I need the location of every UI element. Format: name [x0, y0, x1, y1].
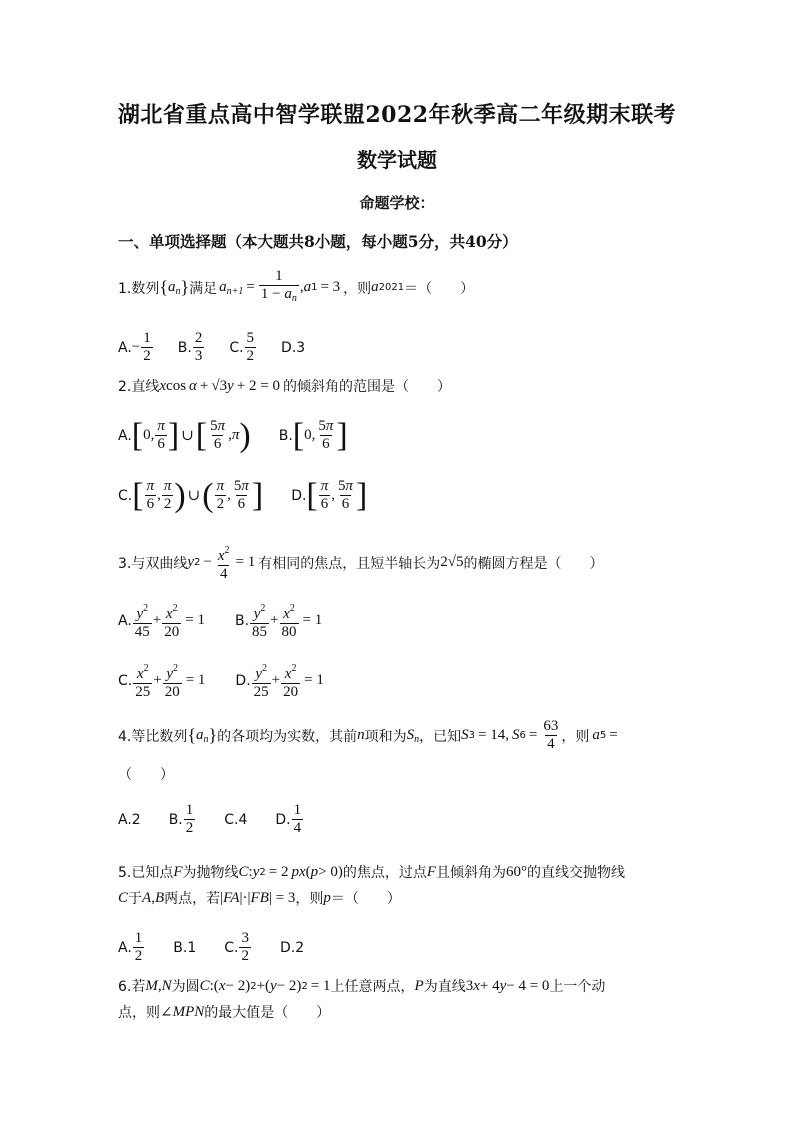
q2-option-a: A.: [118, 427, 132, 444]
q5-mid1: 为抛物线: [182, 865, 239, 881]
q4-option-c: C.4: [224, 811, 248, 828]
q2-option-d: D.: [291, 487, 307, 504]
q6-mid4: 上一个动: [549, 979, 606, 995]
q4-paren: （ ）: [118, 767, 174, 783]
q5-option-d: D.2: [279, 939, 305, 956]
q2-options-row1: A. [ 0, $\frac{\pi}{6}$ ] ∪ [ $\frac{5\pi}{6}$ ,π ) B. [ 0, $\frac{5\pi}{6}$ ]: [118, 416, 348, 454]
q5-mid3: 且倾斜角为: [436, 865, 507, 881]
q6-prefix: 6.若: [118, 979, 146, 995]
q2-end: 的倾斜角的范围是（ ）: [282, 379, 451, 395]
q1-option-b: B.: [177, 339, 192, 356]
q5-line2b: 两点，若: [164, 891, 221, 907]
q5-line2d: ＝（ ）: [330, 891, 401, 907]
q6-line2a: 点，则: [118, 1005, 160, 1021]
q4-mid2: 项和为: [364, 728, 407, 745]
q5-prefix: 5.已知点: [118, 865, 174, 881]
q3-options-row2: C. $\frac{x^2}{25}$ + $\frac{y^2}{20}$ = 1 D. $\frac{y^2}{25}$ + $\frac{x^2}{20}$ = 1: [118, 663, 324, 700]
q5-options: A. $\frac{1}{2}$ B.1 C. $\frac{3}{2}$ D.2: [118, 930, 305, 964]
q5-line2a: 于: [128, 891, 143, 907]
q3-option-c: C.: [118, 672, 133, 689]
q4-end: ，则: [561, 728, 590, 745]
question-3: 3.与双曲线 y 2 − $\frac{x^2}{4}$ = 1 有相同的焦点，且短半轴长为 2√5 的椭圆方程是（ ）: [118, 545, 604, 582]
q5-option-a: A.: [118, 939, 132, 956]
section-heading: 一、单项选择题（本大题共8小题，每小题5分，共40分）: [118, 232, 518, 251]
q1-tail: ，则: [343, 280, 372, 297]
q5-line2: C 于 A , B 两点，若 | FA |·| FB | = 3 ，则 p ＝（ ）: [118, 889, 401, 907]
q5-option-b: B.1: [173, 939, 197, 956]
q5-mid4: 的直线交抛物线: [527, 865, 626, 881]
q1-option-d: D.3: [281, 339, 306, 356]
q3-mid: 有相同的焦点，且短半轴长为: [258, 555, 441, 572]
q4-options: A.2 B. $\frac{1}{2}$ C.4 D. $\frac{1}{4}$: [118, 802, 302, 836]
question-4: 4.等比数列 { $a_n$ } 的各项均为实数，其前 n 项和为 $S_n$ ，已知 S 3 = 14, S 6 = $\frac{63}{4}$ ，则 a 5 =: [118, 718, 618, 752]
q4-option-d: D.: [275, 811, 291, 828]
q5-line2c: ，则: [295, 891, 324, 907]
q4-option-b: B.: [168, 811, 183, 828]
q4-mid1: 的各项均为实数，其前: [217, 728, 358, 745]
question-2: 2.直线 x cos α + √3 y + 2 = 0 的倾斜角的范围是（ ）: [118, 377, 451, 395]
q3-option-d: D.: [235, 672, 251, 689]
q3-prefix: 3.与双曲线: [118, 555, 188, 572]
q2-options-row2: C. [ $\frac{\pi}{6}$ , $\frac{\pi}{2}$ ) ∪ ( $\frac{\pi}{2}$ , $\frac{5\pi}{6}$ ] D. [ $\frac{\pi}{6}$ , $\frac{5\pi}{6}$ ]: [118, 476, 368, 514]
q3-options-row1: A. $\frac{y^2}{45}$ + $\frac{x^2}{20}$ = 1 B. $\frac{y^2}{85}$ + $\frac{x^2}{80}$ = 1: [118, 603, 323, 640]
q4-prefix: 4.等比数列: [118, 728, 188, 745]
q1-prefix: 1.数列: [118, 280, 160, 297]
q6-line2: 点，则 ∠ MPN 的最大值是（ ）: [118, 1003, 331, 1021]
q3-option-b: B.: [234, 612, 250, 629]
q1-mid: 满足: [189, 280, 218, 297]
q3-option-a: A.: [118, 612, 132, 629]
q6-mid1: 为圆: [171, 979, 200, 995]
q3-end: 的椭圆方程是（ ）: [463, 555, 604, 572]
question-6: 6.若 M , N 为圆 C :( x − 2) 2 +( y − 2) 2 = 1 上任意两点， P 为直线 3 x + 4 y − 4 = 0 上一个动: [118, 977, 606, 995]
q4-mid3: ，已知: [419, 728, 462, 745]
q5-option-c: C.: [224, 939, 239, 956]
q5-mid2: 的焦点，过点: [342, 865, 427, 881]
exam-subtitle: 数学试题: [357, 148, 437, 172]
question-5: 5.已知点 F 为抛物线 C : y 2 = 2 px ( p > 0) 的焦点，过点 F 且倾斜角为 60° 的直线交抛物线: [118, 863, 626, 881]
q2-option-b: B.: [278, 427, 293, 444]
q1-option-c: C.: [229, 339, 244, 356]
q6-mid2: 上任意两点，: [330, 979, 415, 995]
q6-line2b: 的最大值是（ ）: [204, 1005, 331, 1021]
q1-option-a: A.: [118, 339, 132, 356]
q2-prefix: 2.直线: [118, 379, 160, 395]
question-1: 1.数列 { $a_n$ } 满足 $a_{n+1}$ = $\frac{1}{1 - a_n}$ , a 1 = 3 ，则 a 2021 ＝（ ）: [118, 268, 474, 307]
q2-option-c: C.: [118, 487, 133, 504]
q1-options: A. − $\frac{1}{2}$ B. $\frac{2}{3}$ C. $\frac{5}{2}$ D.3: [118, 330, 306, 364]
q1-end: ＝（ ）: [404, 280, 475, 297]
school-label: 命题学校：: [359, 194, 435, 212]
q4-option-a: A.2: [118, 811, 141, 828]
q6-mid3: 为直线: [423, 979, 466, 995]
exam-title: 湖北省重点高中智学联盟2022年秋季高二年级期末联考: [117, 102, 677, 128]
